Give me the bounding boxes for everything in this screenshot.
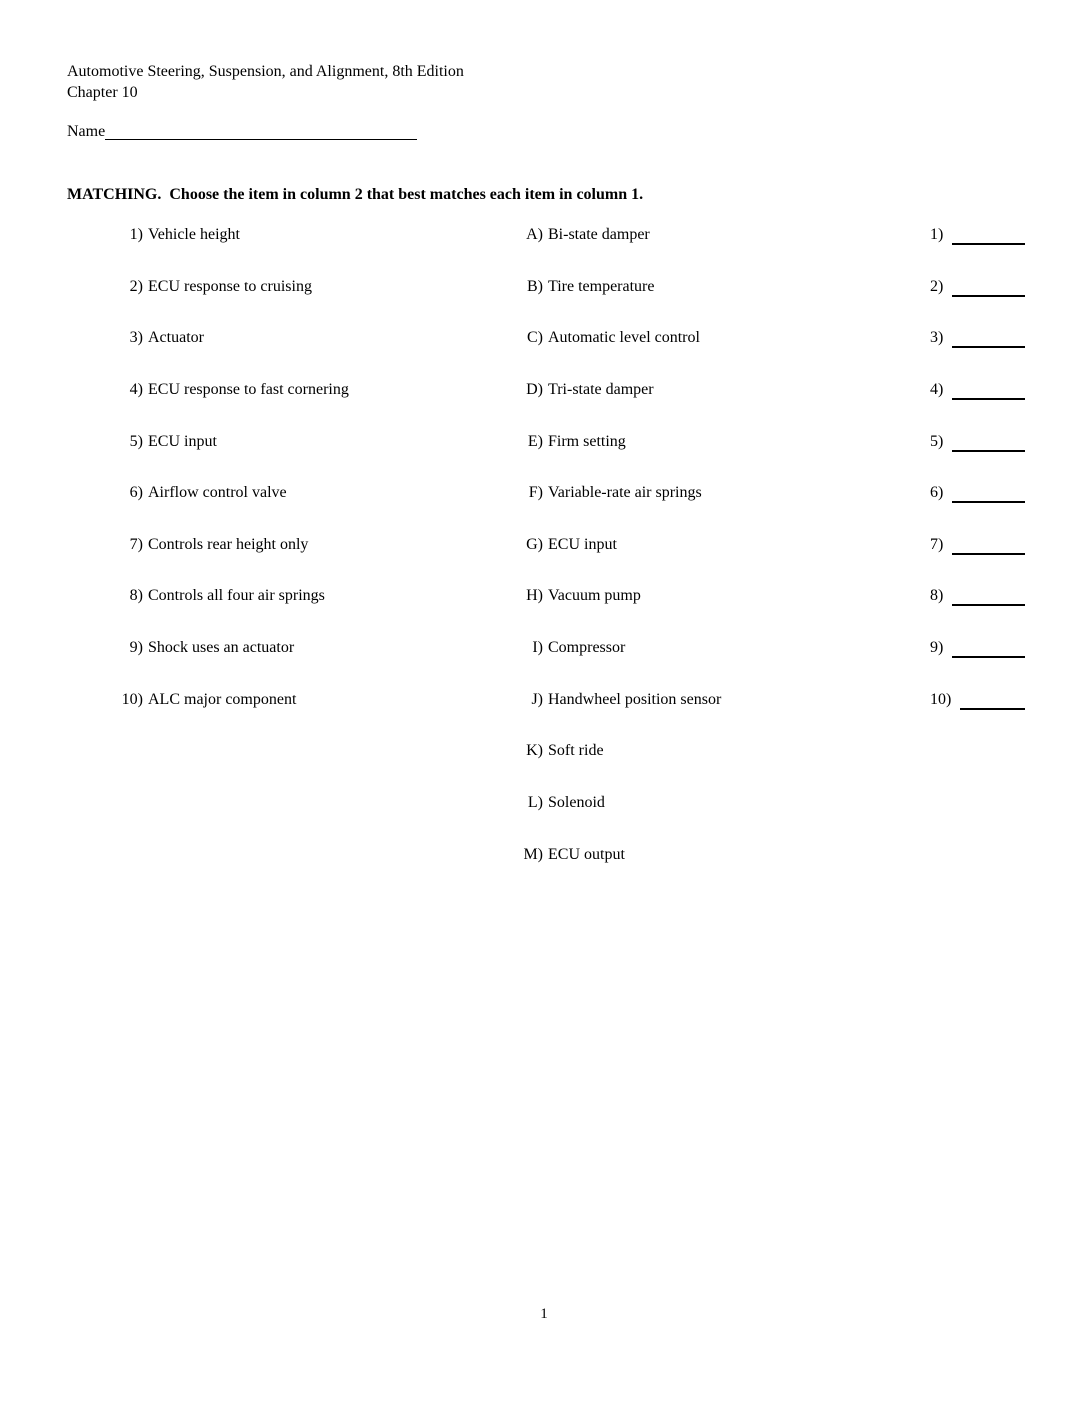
choice-label: Firm setting [548,432,626,450]
chapter-label: Chapter 10 [67,84,138,101]
column2-row [467,277,807,329]
choice-label: Bi-state damper [548,226,650,243]
column1-row [67,690,467,742]
item-number: 6) [129,484,143,502]
answer-number: 8) [930,587,944,605]
answer-number: 4) [930,380,944,398]
name-fill-in-line[interactable] [105,123,417,140]
item-label: ECU input [148,432,217,450]
choice-letter: B) [527,277,543,295]
column1-items [67,225,467,741]
answer-row [930,586,1025,638]
answer-blank-3[interactable] [952,328,1025,348]
answer-row [930,225,1025,277]
column2-row [467,741,807,793]
matching-instructions: MATCHING. Choose the item in column 2 that best matches each item in column 1. [67,186,644,203]
answer-blank-8[interactable] [952,586,1025,606]
item-label: Airflow control valve [148,484,287,502]
item-label: ECU response to cruising [148,277,312,295]
column2-row [467,793,807,845]
column1-row [67,483,467,535]
answer-row [930,638,1025,690]
name-label: Name [67,123,106,140]
answer-blank-1[interactable] [952,225,1025,245]
choice-label: ECU input [548,535,617,553]
column1-row [67,328,467,380]
choice-letter: H) [526,587,543,605]
answer-blank-6[interactable] [952,483,1025,503]
column2-row [467,432,807,484]
choice-letter: E) [527,432,543,450]
choice-label: ECU output [548,845,625,863]
column2-row [467,328,807,380]
column2-row [467,380,807,432]
answer-number: 5) [930,432,944,450]
column2-row [467,845,807,897]
choice-letter: I) [532,639,543,657]
column1-row [67,535,467,587]
choice-letter: D) [526,380,543,398]
choice-label: Variable-rate air springs [548,484,702,502]
column2-row [467,225,807,277]
column1-row [67,638,467,690]
answer-row [930,535,1025,587]
answer-number: 3) [930,329,944,347]
column1-row [67,225,467,277]
item-number: 2) [129,277,143,295]
column2-row [467,690,807,742]
item-label: Vehicle height [148,226,240,243]
choice-label: Tire temperature [548,277,655,295]
answer-blank-9[interactable] [952,638,1025,658]
answer-row [930,328,1025,380]
answer-number: 10) [930,690,952,708]
answer-blank-10[interactable] [960,690,1025,710]
item-number: 3) [129,329,143,347]
item-number: 5) [129,432,143,450]
column1-row [67,432,467,484]
answer-row [930,432,1025,484]
answer-number: 7) [930,535,944,553]
item-number: 1) [129,226,143,243]
answer-blank-4[interactable] [952,380,1025,400]
name-row [67,122,417,141]
answer-number: 9) [930,639,944,657]
item-label: Shock uses an actuator [148,639,295,657]
choice-letter: K) [526,742,543,760]
answer-row [930,380,1025,432]
choice-label: Handwheel position sensor [548,690,722,708]
column2-row [467,535,807,587]
item-number: 4) [129,380,143,398]
column2-choices [467,225,807,896]
answer-blank-7[interactable] [952,535,1025,555]
book-title: Automotive Steering, Suspension, and Alignment, 8th Edition [67,63,464,80]
choice-letter: J) [531,690,543,708]
item-label: Actuator [148,329,204,347]
choice-letter: C) [527,329,543,347]
item-label: ALC major component [148,690,297,708]
column2-row [467,586,807,638]
choice-label: Solenoid [548,794,605,812]
answer-blank-5[interactable] [952,432,1025,452]
choice-letter: F) [528,484,543,502]
answer-row [930,277,1025,329]
column1-row [67,380,467,432]
choice-label: Compressor [548,639,626,657]
item-number: 9) [129,639,143,657]
column1-row [67,277,467,329]
answer-number: 2) [930,277,944,295]
answer-row [930,690,1025,742]
item-label: Controls all four air springs [148,587,325,605]
choice-letter: L) [527,794,543,812]
answer-row [930,483,1025,535]
choice-letter: A) [526,226,543,243]
choice-letter: G) [526,535,543,553]
answer-number: 6) [930,484,944,502]
page-number: 1 [540,1306,548,1322]
column2-row [467,638,807,690]
answer-blank-2[interactable] [952,277,1025,297]
choice-label: Vacuum pump [548,587,641,605]
item-number: 7) [129,535,143,553]
answer-number: 1) [930,226,944,243]
answer-column [930,225,1025,741]
column1-row [67,586,467,638]
item-number: 10) [121,690,143,708]
choice-letter: M) [523,845,543,863]
choice-label: Tri-state damper [548,380,654,398]
column2-row [467,483,807,535]
item-number: 8) [129,587,143,605]
item-label: Controls rear height only [148,535,309,553]
item-label: ECU response to fast cornering [148,380,349,398]
choice-label: Soft ride [548,742,604,760]
document-header [67,61,464,103]
choice-label: Automatic level control [548,329,700,347]
